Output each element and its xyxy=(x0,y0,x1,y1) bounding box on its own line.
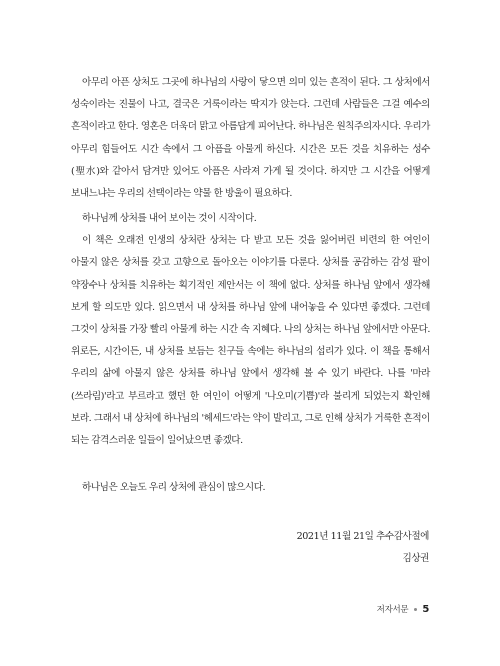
page-footer xyxy=(377,603,429,615)
footer-section-label: 저자서문 xyxy=(376,605,409,615)
signature-date: 2021년 11월 21일 추수감사절에 xyxy=(296,531,429,542)
preface-section xyxy=(71,208,430,452)
section-heading: 하나님께 상처를 내어 보이는 것이 시작이다. xyxy=(82,213,257,224)
preface-paragraph-1 xyxy=(71,72,430,205)
page-number: 5 xyxy=(422,603,429,615)
preface-paragraph-3 xyxy=(71,477,430,499)
author-name: 김상권 xyxy=(402,553,429,564)
separator-dot-icon xyxy=(414,608,417,611)
paragraph-text: 아무리 아픈 상처도 그곳에 하나님의 사랑이 닿으면 의미 있는 흔적이 된다. 그 상처에서 성숙이라는 진물이 나고, 결국은 거룩이라는 딱지가 앉는다. 그런데 사람들은 그걸 예수의 흔적이라고 한다. 영혼은 더욱더 맑고 아름답게 피어난다. 하나님은 원칙주의자시다. 우리가 아무리 힘들어도 시간 속에서 그 아픔을 아물게 하신다. 시간은 모든 것을 치유하는 성수(聖水)와 같아서 담겨만 있어도 아픔은 사라져 가게 될 것이다. 하지만 그 시간을 어떻게 보내느냐는 우리의 선택이라는 약물 한 방울이 필요하다. xyxy=(71,77,430,200)
closing-sentence: 하나님은 오늘도 우리 상처에 관심이 많으시다. xyxy=(82,482,266,493)
preface-paragraph-2: 이 책은 오래전 인생의 상처란 상처는 다 받고 모든 것을 잃어버린 비련의 한 여인이 아물지 않은 상처를 갖고 고향으로 돌아오는 이야기를 다룬다. 상처를 공감하는 감성 팔이 약장수나 상처를 치유하는 획기적인 제안서는 이 책에 없다. 상처를 하나님 앞에서 생각해 보게 할 의도만 있다. 읽으면서 내 상처를 하나님 앞에 내어놓을 수 있다면 좋겠다. 그런데 그것이 상처를 가장 빨리 아물게 하는 시간 속 지혜다. 나의 상처는 하나님 앞에서만 아문다. 위로든, 시간이든, 내 상처를 보듬는 친구들 속에는 하나님의 섭리가 있다. 이 책을 통해서 우리의 삶에 아물지 않은 상처를 하나님 앞에서 생각해 볼 수 있기 바란다. 나를 '마라(쓰라림)'라고 부르라고 했던 한 여인이 어떻게 '나오미(기쁨)'라 불리게 되었는지 확인해 보라. 그래서 내 상처에 하나님의 '헤세드'라는 약이 발리고, 그로 인해 상처가 거룩한 흔적이 되는 감격스러운 일들이 일어났으면 좋겠다. xyxy=(71,235,430,447)
